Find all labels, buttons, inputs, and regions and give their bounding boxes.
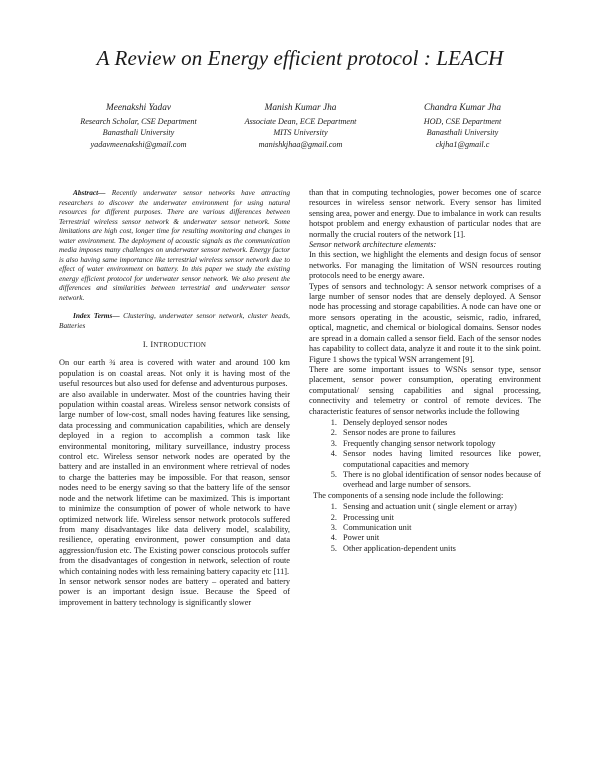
intro-paragraph-3: In sensor network sensor nodes are battery – operated and battery power is an important design issue. Because the Speed of improvement in battery technology is significantly slower <box>59 576 290 607</box>
component-list <box>309 502 541 554</box>
author-email: ckjha1@gmail.c <box>435 139 490 149</box>
section-initial: I <box>150 340 154 349</box>
abstract-label: Abstract— <box>73 188 106 197</box>
author-email: manishkjhaa@gmail.com <box>258 139 343 149</box>
author-affiliation: Research Scholar, CSE Department <box>80 117 197 127</box>
list-item: 5. Other application-dependent units <box>339 544 541 554</box>
author-block-3 <box>370 103 555 150</box>
intro-paragraph-2: are also available in underwater. Most of the countries having their population within coastal areas. Wireless sensor network consists of large number of low-cost, small nodes having features like sensing, data processing and communication capabilities, which are densely deployed in a region to accomplish a common task like environmental monitoring, military surveillance, industry process control etc. Wireless sensor network nodes are operated by the battery and are installed in an environment where retrieval of nodes to charge the batteries may be impossible. For that reason, sensor nodes need to be energy saving so that the battery life of the sensor node and the network lifetime can be maximized. This is important to minimize the consumption of power of whole network to have optimized network life. Wireless sensor network protocols suffered from many disadvantages like data delivery model, scalability, resilience, operating environment, power consumption and data aggression/fusion etc. The Existing power conscious protocols suffer from the disadvantages of congestion in network, selection of route which containing nodes with less remaining battery capacity etc [11]. <box>59 389 290 576</box>
index-terms-text: Clustering, underwater sensor network, cluster heads, Batteries <box>59 311 291 330</box>
list-item: 2. Processing unit <box>339 513 541 523</box>
list-item: 2. Sensor nodes are prone to failures <box>339 428 541 438</box>
intro-paragraph-1: On our earth ¾ area is covered with water and around 100 km population is on coastal areas. Not only it is having most of the useful resources but also used for defense and adventurous purposes. <box>59 358 290 389</box>
list-item: 3. Frequently changing sensor network topology <box>339 439 541 449</box>
index-terms <box>59 311 290 330</box>
subheading-architecture: Sensor network architecture elements: <box>309 240 437 250</box>
list-item: 3. Communication unit <box>339 523 541 533</box>
index-terms-label: Index Terms— <box>73 311 120 320</box>
right-paragraph-2: In this section, we highlight the elements and design focus of sensor networks. For managing the limitation of WSN resources routing protocols need to be energy aware. <box>309 250 541 281</box>
author-institution: Banasthali University <box>102 128 175 138</box>
list-item: 1. Sensing and actuation unit ( single element or array) <box>339 502 541 512</box>
list-item: 1. Densely deployed sensor nodes <box>339 418 541 428</box>
abstract <box>59 188 290 302</box>
section-title-rest: NTRODUCTION <box>153 341 207 349</box>
components-intro: The components of a sensing node include the following: <box>313 490 504 500</box>
right-paragraph-1: than that in computing technologies, power becomes one of scarce resources in wireless sensor network. Every sensor has limited sensing area, power and energy. Due to imbalance in work can results hotspot problem and energy exhaustion of particular nodes that are normally the crucial routers of the network [1]. <box>309 188 541 239</box>
author-block-2 <box>208 103 393 150</box>
author-name: Chandra Kumar Jha <box>424 103 501 113</box>
author-affiliation: HOD, CSE Department <box>423 117 502 127</box>
author-affiliation: Associate Dean, ECE Department <box>244 117 357 127</box>
list-item: 4. Power unit <box>339 533 541 543</box>
section-numeral: I. <box>142 340 149 349</box>
author-institution: Banasthali University <box>426 128 499 138</box>
list-item: 4. Sensor nodes having limited resources like power, computational capacities and memory <box>339 449 541 470</box>
left-column <box>59 188 290 608</box>
right-paragraph-4: There are some important issues to WSNs sensor type, sensor placement, sensor power consumption, operating environment computational/ sensing capabilities and signal processing, connectivity and telemetry or control of remote devices. The characteristic features of sensor networks include the following <box>309 364 541 416</box>
author-block-1 <box>46 103 231 150</box>
author-name: Manish Kumar Jha <box>264 103 337 113</box>
feature-list <box>309 418 541 491</box>
list-item: 5. There is no global identification of sensor nodes because of overhead and large number of sensors. <box>339 470 541 491</box>
author-institution: MITS University <box>273 128 328 138</box>
author-name: Meenakshi Yadav <box>106 103 171 113</box>
right-paragraph-3: Types of sensors and technology: A sensor network comprises of a large number of sensor nodes that are densely deployed. A Sensor node has processing and storage capabilities. A node can have one or more sensors operating in the acoustic, seismic, radio, infrared, optical, magnetic, and chemical or biological domains. Sensor nodes are spread in a domain called a sensor field. Each of the sensor nodes has capability to collect data, analyze it and route it to the sink point. Figure 1 shows the typical WSN arrangement [9]. <box>309 281 541 364</box>
abstract-text: Recently underwater sensor networks have attracting researchers to discover the underwater environment for using natural resources for different purposes. There are various differences between Terrestrial wireless sensor network & underwater sensor network. Some limitations are high cost, longer time for resulting monitoring and changes in water environment. The deployment of acoustic signals as the communication media imposes many challenges on underwater sensor network. Energy factor is also having same importance like terrestrial wireless sensor network due to effect of water environment on battery. In this paper we study the existing energy efficient protocol for underwater sensor network. We also present the differences and similarities between terrestrial and underwater sensor network. <box>59 188 290 302</box>
author-email: yadavmeenakshi@gmail.com <box>90 139 187 149</box>
right-column <box>309 188 541 554</box>
paper-title: A Review on Energy efficient protocol : LEACH <box>96 46 504 70</box>
section-heading-introduction <box>59 340 290 350</box>
